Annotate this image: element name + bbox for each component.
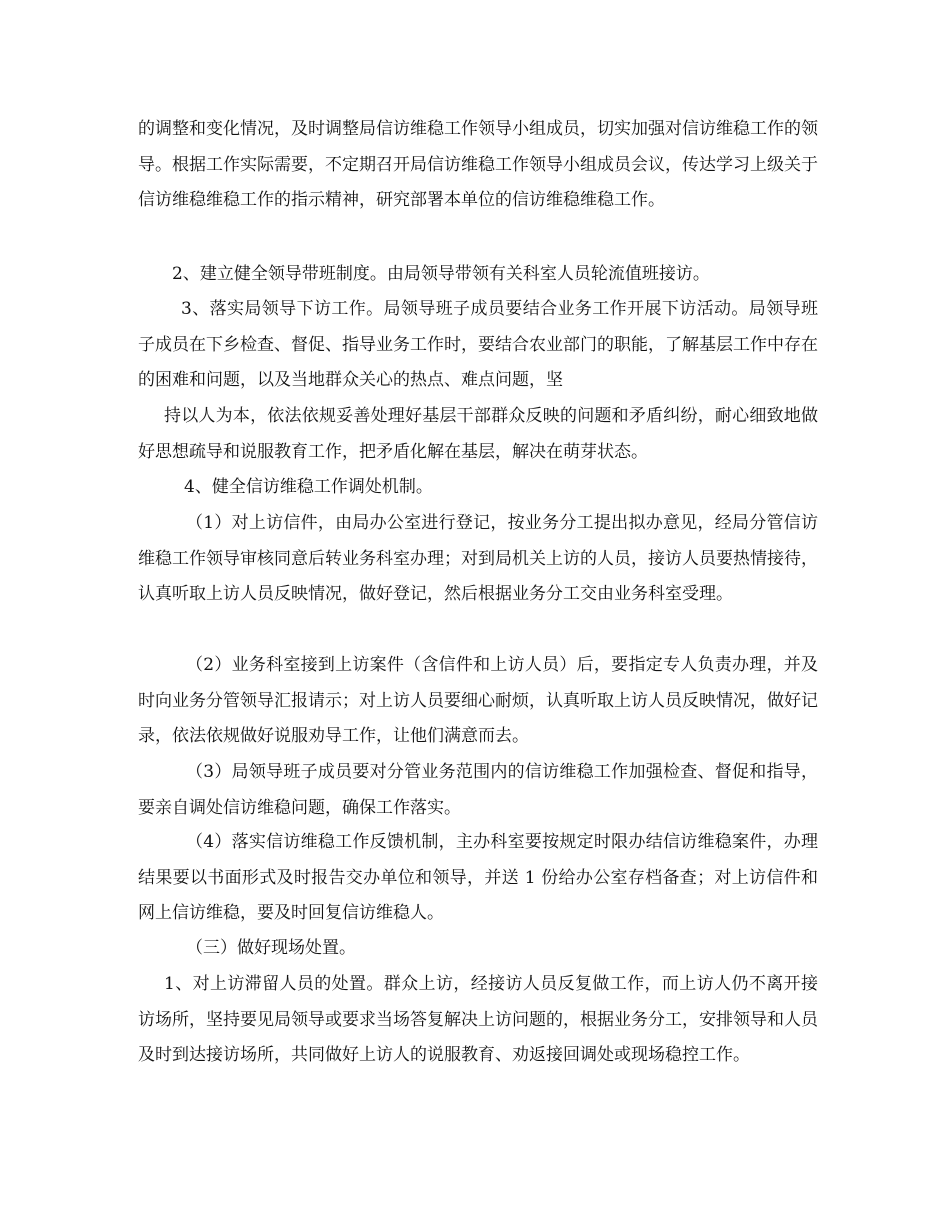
paragraph-8: （3）局领导班子成员要对分管业务范围内的信访维稳工作加强检查、督促和指导，要亲自调处信访维稳问题，确保工作落实。 bbox=[138, 762, 818, 818]
paragraph-4: 持以人为本，依法依规妥善处理好基层干部群众反映的问题和矛盾纠纷，耐心细致地做好思想疏导和说服教育工作，把矛盾化解在基层，解决在萌芽状态。 bbox=[138, 406, 818, 462]
paragraph-9: （4）落实信访维稳工作反馈机制，主办科室要按规定时限办结信访维稳案件，办理结果要以书面形式及时报告交办单位和领导，并送 1 份给办公室存档备查；对上访信件和网上信访维稳，要及时回复信访维稳人。 bbox=[138, 832, 818, 923]
paragraph-11: 1、对上访滞留人员的处置。群众上访，经接访人员反复做工作，而上访人仍不离开接访场所，坚持要见局领导或要求当场答复解决上访问题的，根据业务分工，安排领导和人员及时到达接访场所，共同做好上访人的说服教育、劝返接回调处或现场稳控工作。 bbox=[138, 974, 818, 1065]
paragraph-6: （1）对上访信件，由局办公室进行登记，按业务分工提出拟办意见，经局分管信访维稳工作领导审核同意后转业务科室办理；对到局机关上访的人员，接访人员要热情接待，认真听取上访人员反映情况，做好登记，然后根据业务分工交由业务科室受理。 bbox=[138, 513, 818, 604]
paragraph-5: 4、健全信访维稳工作调处机制。 bbox=[184, 477, 433, 497]
paragraph-7: （2）业务科室接到上访案件（含信件和上访人员）后，要指定专人负责办理，并及时向业务分管领导汇报请示；对上访人员要细心耐烦，认真听取上访人员反映情况，做好记录，依法依规做好说服劝导工作，让他们满意而去。 bbox=[138, 655, 818, 746]
paragraph-3: 3、落实局领导下访工作。局领导班子成员要结合业务工作开展下访活动。局领导班子成员在下乡检查、督促、指导业务工作时，要结合农业部门的职能，了解基层工作中存在的困难和问题，以及当地群众关心的热点、难点问题，坚 bbox=[138, 299, 818, 390]
paragraph-2: 2、建立健全领导带班制度。由局领导带领有关科室人员轮流值班接访。 bbox=[172, 264, 710, 284]
paragraph-1: 的调整和变化情况，及时调整局信访维稳工作领导小组成员，切实加强对信访维稳工作的领导。根据工作实际需要，不定期召开局信访维稳工作领导小组成员会议，传达学习上级关于信访维稳维稳工作的指示精神，研究部署本单位的信访维稳维稳工作。 bbox=[138, 119, 818, 210]
paragraph-10: （三）做好现场处置。 bbox=[186, 938, 356, 958]
